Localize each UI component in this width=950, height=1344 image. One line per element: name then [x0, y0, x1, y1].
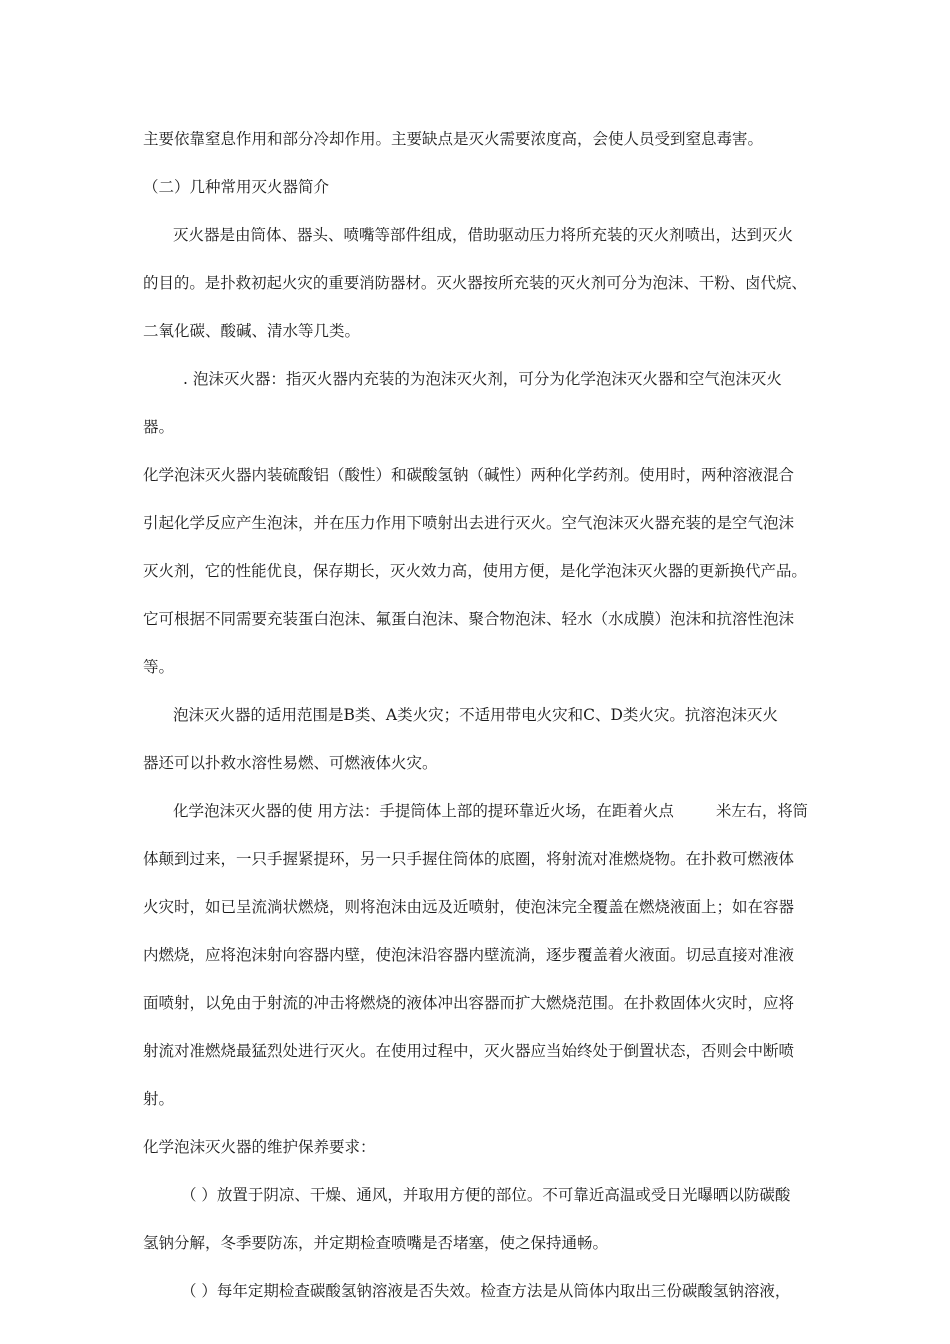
- paragraph-line: 化学泡沫灭火器的使 用方法：手提筒体上部的提环靠近火场，在距着火点: [173, 802, 674, 820]
- subsection-heading: 化学泡沫灭火器的维护保养要求：: [143, 1138, 376, 1156]
- list-item-line: （ ）放置于阴凉、干燥、通风，并取用方便的部位。不可靠近高温或受日光曝晒以防碳酸: [181, 1186, 791, 1204]
- paragraph-line: 内燃烧，应将泡沫射向容器内壁，使泡沫沿容器内壁流淌，逐步覆盖着火液面。切忌直接对准液: [143, 946, 795, 964]
- section-heading: （二）几种常用灭火器简介: [143, 178, 330, 196]
- paragraph-line: 器还可以扑救水溶性易燃、可燃液体火灾。: [143, 754, 438, 772]
- paragraph-line: 二氧化碳、酸碱、清水等几类。: [143, 322, 361, 340]
- paragraph-line: 的目的。是扑救初起火灾的重要消防器材。灭火器按所充装的灭火剂可分为泡沫、干粉、卤代烷、: [143, 274, 807, 292]
- list-item-line: 氢钠分解，冬季要防冻，并定期检查喷嘴是否堵塞，使之保持通畅。: [143, 1234, 609, 1252]
- paragraph-line: 器。: [143, 418, 175, 436]
- paragraph-line: 灭火剂，它的性能优良，保存期长，灭火效力高，使用方便，是化学泡沫灭火器的更新换代产品。: [143, 562, 807, 580]
- paragraph-line: 体颠到过来，一只手握紧提环，另一只手握住筒体的底圈，将射流对准燃烧物。在扑救可燃液体: [143, 850, 795, 868]
- paragraph-line: 面喷射，以免由于射流的冲击将燃烧的液体冲出容器而扩大燃烧范围。在扑救固体火灾时，应将: [143, 994, 795, 1012]
- paragraph-line: 引起化学反应产生泡沫，并在压力作用下喷射出去进行灭火。空气泡沫灭火器充装的是空气泡沫: [143, 514, 795, 532]
- paragraph-line: 米左右，将筒: [716, 802, 808, 820]
- paragraph-line: 等。: [143, 658, 175, 676]
- paragraph-line: 射流对准燃烧最猛烈处进行灭火。在使用过程中，灭火器应当始终处于倒置状态，否则会中断喷: [143, 1042, 795, 1060]
- paragraph-line: 火灾时，如已呈流淌状燃烧，则将泡沫由远及近喷射，使泡沫完全覆盖在燃烧液面上；如在容器: [143, 898, 795, 916]
- paragraph-line: 化学泡沫灭火器内装硫酸铝（酸性）和碳酸氢钠（碱性）两种化学药剂。使用时，两种溶液混合: [143, 466, 795, 484]
- paragraph-line: 灭火器是由筒体、器头、喷嘴等部件组成，借助驱动压力将所充装的灭火剂喷出，达到灭火: [173, 226, 794, 244]
- paragraph-line: 它可根据不同需要充装蛋白泡沫、氟蛋白泡沫、聚合物泡沫、轻水（水成膜）泡沫和抗溶性泡沫: [143, 610, 795, 628]
- list-item-line: （ ）每年定期检查碳酸氢钠溶液是否失效。检查方法是从筒体内取出三份碳酸氢钠溶液，: [181, 1282, 791, 1300]
- paragraph-line: . 泡沫灭火器：指灭火器内充装的为泡沫灭火剂，可分为化学泡沫灭火器和空气泡沫灭火: [183, 370, 782, 388]
- paragraph-line: 主要依靠窒息作用和部分冷却作用。主要缺点是灭火需要浓度高，会使人员受到窒息毒害。: [143, 130, 764, 148]
- paragraph-line: 射。: [143, 1090, 175, 1108]
- paragraph-line: 泡沫灭火器的适用范围是B类、A类火灾；不适用带电火灾和C、D类火灾。抗溶泡沫灭火: [173, 706, 778, 724]
